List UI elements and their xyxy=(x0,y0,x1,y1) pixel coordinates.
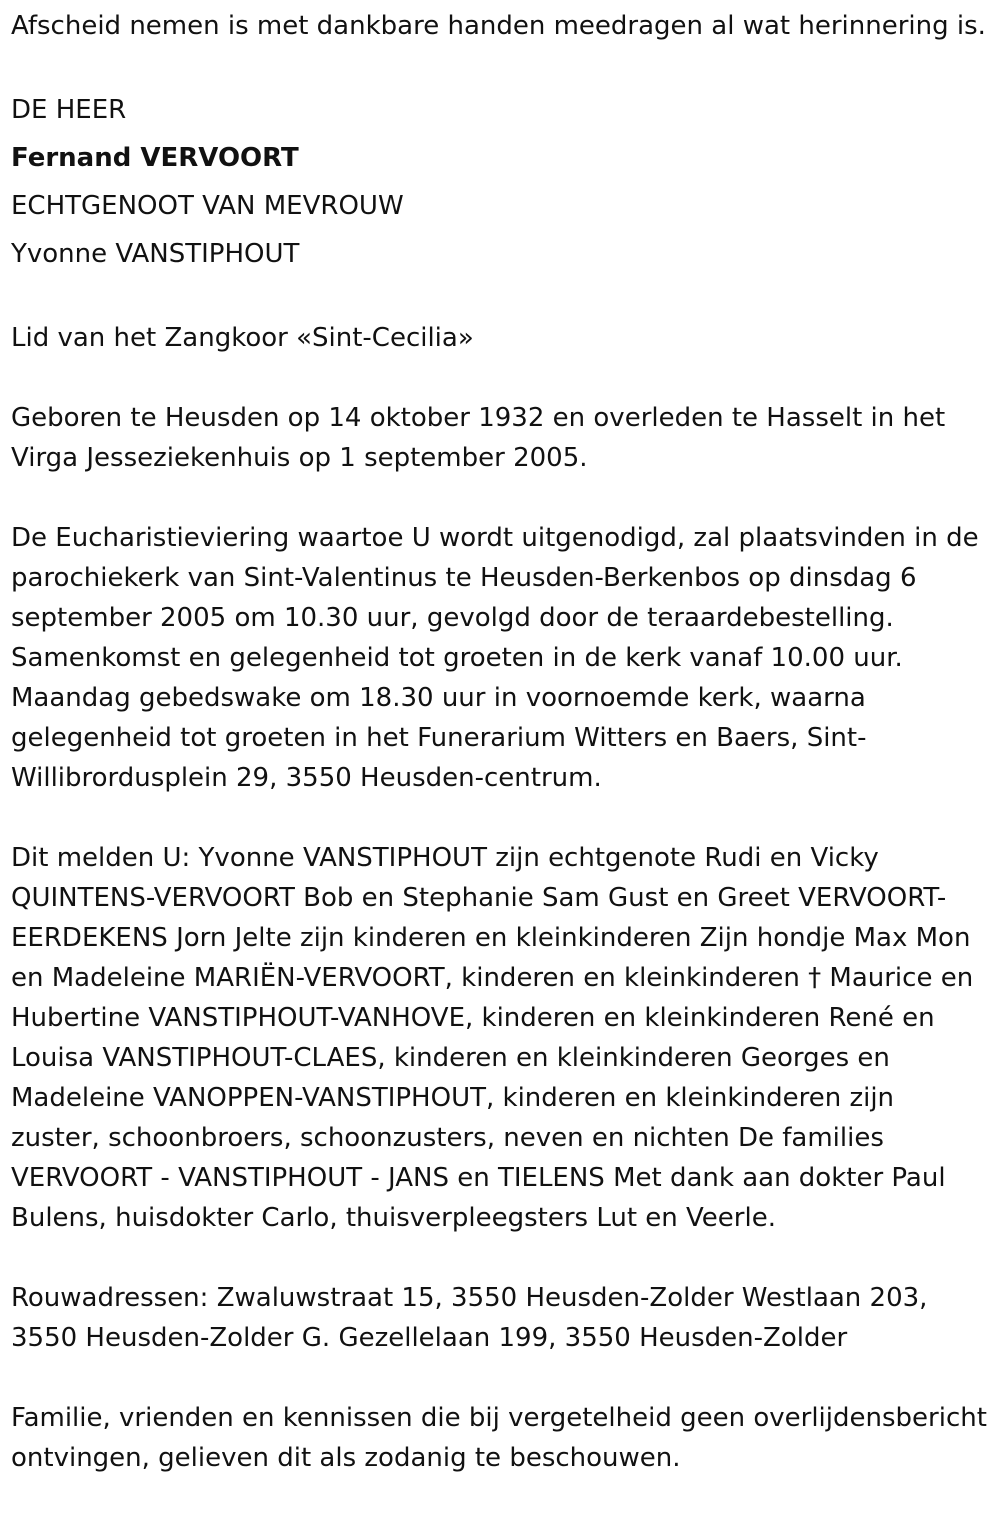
spouse-line: ECHTGENOOT VAN MEVROUW xyxy=(11,191,404,221)
spacer xyxy=(11,46,988,86)
announcers-paragraph: Dit melden U: Yvonne VANSTIPHOUT zijn echtgenote Rudi en Vicky QUINTENS-VERVOORT Bob en Stephanie Sam Gust en Greet VERVOORT-EERDEKENS Jorn Jelte zijn kinderen en kleinkinderen Zijn hondje Max Mon en Madeleine MARIËN-VERVOORT, kinderen en kleinkinderen † Maurice en Hubertine VANSTIPHOUT-VANHOVE, kinderen en kleinkinderen René en Louisa VANSTIPHOUT-CLAES, kinderen en kleinkinderen Georges en Madeleine VANOPPEN-VANSTIPHOUT, kinderen en kleinkinderen zijn zuster, schoonbroers, schoonzusters, neven en nichten De families VERVOORT - VANSTIPHOUT - JANS en TIELENS Met dank aan dokter Paul Bulens, huisdokter Carlo, thuisverpleegsters Lut en Veerle. xyxy=(11,843,974,1233)
birth-death-paragraph: Geboren te Heusden op 14 oktober 1932 en overleden te Hasselt in het Virga Jesseziekenhuis op 1 september 2005. xyxy=(11,403,946,473)
spouse-name: Yvonne VANSTIPHOUT xyxy=(11,239,300,269)
memorial-quote: Afscheid nemen is met dankbare handen meedragen al wat herinnering is. xyxy=(11,11,986,41)
spacer xyxy=(11,358,988,398)
closing-paragraph: Familie, vrienden en kennissen die bij vergetelheid geen overlijdensbericht ontvingen, gelieven dit als zodanig te beschouwen. xyxy=(11,1403,987,1473)
ceremony-paragraph: De Eucharistieviering waartoe U wordt uitgenodigd, zal plaatsvinden in de parochiekerk van Sint-Valentinus te Heusden-Berkenbos op dinsdag 6 september 2005 om 10.30 uur, gevolgd door de teraardebestelling. Samenkomst en gelegenheid tot groeten in de kerk vanaf 10.00 uur. Maandag gebedswake om 18.30 uur in voornoemde kerk, waarna gelegenheid tot groeten in het Funerarium Witters en Baers, Sint-Willibrordusplein 29, 3550 Heusden-centrum. xyxy=(11,523,979,793)
spacer xyxy=(11,1358,988,1398)
spacer xyxy=(11,1238,988,1278)
deceased-name: Fernand VERVOORT xyxy=(11,143,299,173)
spacer xyxy=(11,798,988,838)
membership-line: Lid van het Zangkoor «Sint-Cecilia» xyxy=(11,323,474,353)
spacer xyxy=(11,478,988,518)
title-line: DE HEER xyxy=(11,95,127,125)
addresses-paragraph: Rouwadressen: Zwaluwstraat 15, 3550 Heusden-Zolder Westlaan 203, 3550 Heusden-Zolder G. Gezellelaan 199, 3550 Heusden-Zolder xyxy=(11,1283,928,1353)
spacer xyxy=(11,278,988,318)
